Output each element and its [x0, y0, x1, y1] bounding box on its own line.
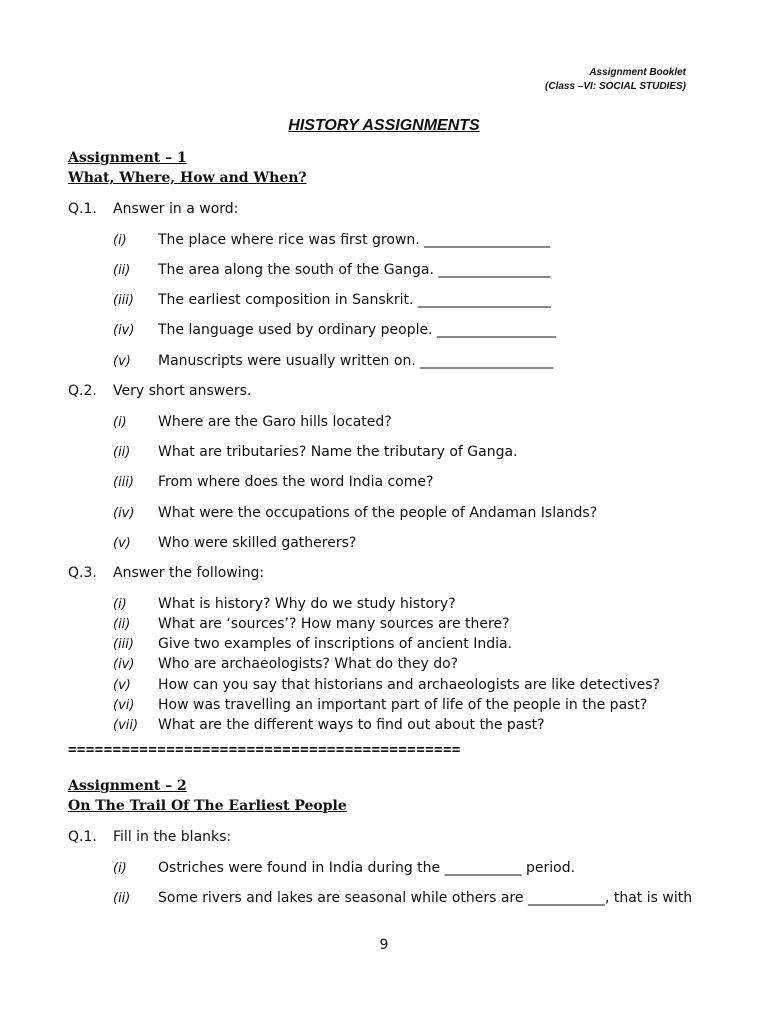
item-numeral: (i): [113, 415, 127, 430]
item-text: Where are the Garo hills located?: [158, 414, 392, 430]
question-number: Q.1.: [68, 201, 97, 217]
header-line-1: Assignment Booklet: [589, 67, 686, 78]
list-item: [113, 232, 550, 248]
list-item: [113, 353, 553, 369]
item-numeral: (v): [113, 354, 131, 369]
item-text: From where does the word India come?: [158, 474, 434, 490]
item-numeral: (iv): [113, 323, 135, 338]
assignment-2-name: On The Trail Of The Earliest People: [68, 798, 347, 814]
list-item: [113, 860, 575, 876]
item-text: Who were skilled gatherers?: [158, 535, 357, 551]
item-numeral: (ii): [113, 617, 131, 632]
list-item: [113, 596, 456, 612]
question-text: Fill in the blanks:: [113, 829, 232, 845]
item-text: What were the occupations of the people of Andaman Islands?: [158, 505, 598, 521]
item-numeral: (v): [113, 536, 131, 551]
assignment-1-name: What, Where, How and When?: [68, 170, 307, 186]
item-numeral: (iv): [113, 657, 135, 672]
item-numeral: (ii): [113, 263, 131, 278]
list-item: [113, 505, 597, 521]
item-numeral: (iii): [113, 637, 134, 652]
header-line-2: (Class –VI: SOCIAL STUDIES): [545, 81, 686, 92]
item-text: The place where rice was first grown. __________________: [158, 232, 551, 248]
question-number: Q.3.: [68, 565, 97, 581]
a1-question-1: [68, 201, 238, 217]
item-text: How was travelling an important part of life of the people in the past?: [158, 697, 648, 713]
assignment-1-label: Assignment – 1: [68, 150, 187, 166]
section-separator: ============================================: [68, 742, 461, 758]
list-item: [113, 444, 518, 460]
item-numeral: (i): [113, 861, 127, 876]
item-text: Manuscripts were usually written on. ___________________: [158, 353, 554, 369]
a1-question-3: [68, 565, 264, 581]
list-item: [113, 292, 551, 308]
assignment-2-label: Assignment – 2: [68, 778, 187, 794]
assignment-2-heading: [68, 776, 347, 816]
item-text: Ostriches were found in India during the ___________ period.: [158, 860, 576, 876]
list-item: [113, 656, 458, 672]
question-number: Q.1.: [68, 829, 97, 845]
item-numeral: (vi): [113, 698, 135, 713]
list-item: [113, 414, 392, 430]
list-item: [113, 616, 510, 632]
item-numeral: (iii): [113, 293, 134, 308]
list-item: [113, 322, 556, 338]
list-item: [113, 535, 356, 551]
item-numeral: (ii): [113, 445, 131, 460]
question-text: Very short answers.: [113, 383, 252, 399]
item-text: The language used by ordinary people. _________________: [158, 322, 557, 338]
item-text: Who are archaeologists? What do they do?: [158, 656, 459, 672]
item-numeral: (i): [113, 597, 127, 612]
list-item: [113, 677, 660, 693]
a1-question-2: [68, 383, 251, 399]
item-text: What are tributaries? Name the tributary of Ganga.: [158, 444, 518, 460]
item-numeral: (i): [113, 233, 127, 248]
item-text: Give two examples of inscriptions of ancient India.: [158, 636, 513, 652]
assignment-1-heading: [68, 148, 307, 188]
item-text: The area along the south of the Ganga. ________________: [158, 262, 551, 278]
list-item: [113, 262, 550, 278]
question-text: Answer in a word:: [113, 201, 239, 217]
item-text: How can you say that historians and archaeologists are like detectives?: [158, 677, 660, 693]
page-title: HISTORY ASSIGNMENTS: [288, 117, 480, 134]
item-numeral: (ii): [113, 891, 131, 906]
page-number: 9: [379, 937, 389, 953]
question-number: Q.2.: [68, 383, 97, 399]
item-numeral: (v): [113, 678, 131, 693]
item-text: The earliest composition in Sanskrit. ___________________: [158, 292, 551, 308]
question-text: Answer the following:: [113, 565, 265, 581]
item-numeral: (iv): [113, 506, 135, 521]
list-item: [113, 717, 545, 733]
item-text: Some rivers and lakes are seasonal while others are ___________, that is with: [158, 890, 693, 906]
item-numeral: (iii): [113, 475, 134, 490]
item-numeral: (vii): [113, 718, 139, 733]
item-text: What is history? Why do we study history?: [158, 596, 456, 612]
a2-question-1: [68, 829, 231, 845]
item-text: What are ‘sources’? How many sources are there?: [158, 616, 510, 632]
list-item: [113, 697, 647, 713]
item-text: What are the different ways to find out about the past?: [158, 717, 545, 733]
list-item: [113, 890, 692, 906]
booklet-header: [545, 66, 686, 94]
list-item: [113, 636, 512, 652]
list-item: [113, 474, 433, 490]
